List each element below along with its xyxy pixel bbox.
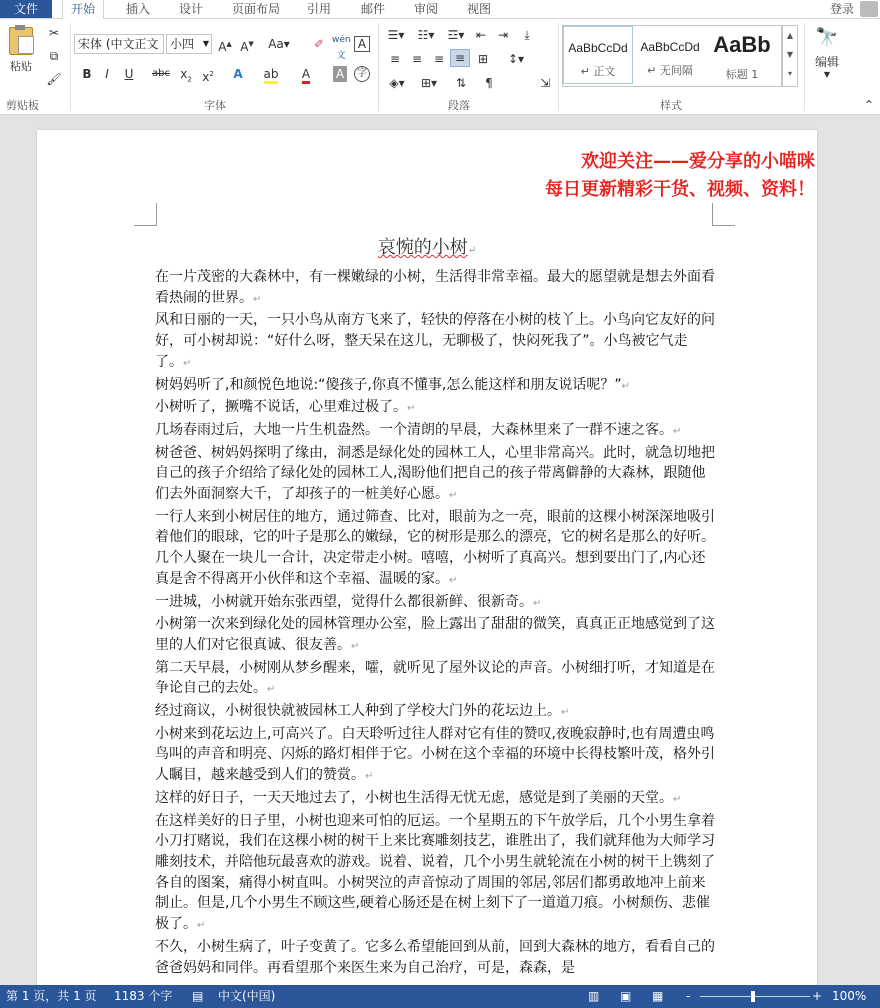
tab-layout[interactable]: 页面布局 [232, 2, 281, 16]
paste-label: 粘贴 [10, 60, 32, 73]
style-sample: AaBb [713, 32, 771, 57]
paragraph [155, 658, 715, 701]
paragraph [155, 811, 715, 937]
styles-gallery [562, 25, 782, 87]
tab-mailings[interactable]: 邮件 [361, 2, 386, 16]
format-painter-icon[interactable]: 🖌 [46, 72, 62, 86]
divider [70, 23, 71, 111]
paragraph-mark: ↵ [621, 380, 630, 392]
paragraph [155, 397, 715, 420]
title-text: 哀惋的小树 [377, 237, 468, 258]
print-layout-icon[interactable]: ▣ [620, 989, 632, 1003]
sort-icon[interactable]: ⇅ [455, 76, 467, 90]
underline-icon[interactable]: U [124, 67, 134, 81]
enclose-char-icon[interactable]: 字 [354, 66, 370, 82]
style-normal[interactable] [563, 26, 633, 84]
read-mode-icon[interactable]: ▥ [588, 989, 600, 1003]
tab-view[interactable]: 视图 [467, 2, 492, 16]
paragraph-text: 第二天早晨，小树刚从梦乡醒来，嚯，就听见了屋外议论的声音。小树细打听，才知道是在争论自己的去处。 [155, 659, 715, 697]
paragraph-text: 小树第一次来到绿化处的园林管理办公室，脸上露出了甜甜的微笑，真真正正地感觉到了这里的人们对它很真诚、很友善。 [155, 616, 715, 653]
paragraph [155, 788, 715, 811]
paragraph-mark: ↵ [267, 684, 276, 696]
zoom-out-button[interactable]: - [686, 989, 691, 1003]
shrink-font-icon[interactable]: A▼ [240, 40, 254, 54]
paragraph [155, 443, 715, 507]
style-sample: AaBbCcDd [568, 41, 628, 55]
styles-group-label: 样式 [660, 99, 682, 112]
multilevel-list-icon[interactable]: ☲▾ [447, 28, 465, 42]
zoom-slider[interactable] [700, 996, 810, 997]
paragraph-mark: ↵ [673, 425, 682, 437]
paragraph-mark: ↵ [365, 771, 374, 783]
paragraph [155, 267, 715, 310]
tab-review[interactable]: 审阅 [414, 2, 439, 16]
show-marks-icon[interactable]: ¶ [485, 76, 493, 90]
status-bar [0, 985, 880, 1008]
clipboard-group-label: 剪贴板 [6, 99, 39, 112]
paragraph-text: 经过商议，小树很快就被园林工人种到了学校大门外的花坛边上。 [155, 703, 561, 720]
chevron-up-icon[interactable]: ▲ [786, 31, 794, 40]
margin-corner-mark [712, 203, 735, 226]
paragraph-group-label: 段落 [448, 99, 470, 112]
binoculars-icon: 🔭 [815, 27, 839, 48]
bullets-icon[interactable]: ☰▾ [387, 28, 405, 42]
document-area [0, 115, 880, 985]
tab-design[interactable]: 设计 [179, 2, 204, 16]
web-layout-icon[interactable]: ▦ [652, 989, 664, 1003]
paragraph-text: 树爸爸、树妈妈探明了缘由，洞悉是绿化处的园林工人，心里非常高兴。此时，就急切地把自己的孩子介绍给了绿化处的园林工人,渴盼他们把自己的孩子带离僻静的大森林，跟随他们去外面洞察大千，了却孩子的一桩美好心愿。 [155, 444, 715, 503]
paragraph-text: 小树来到花坛边上,可高兴了。白天聆听过往人群对它有佳的赞叹,夜晚寂静时,也有周遭虫鸣鸟叫的声音和明亮、闪烁的路灯相伴于它。小树在这个幸福的环境中长得枝繁叶茂，格外引人瞩目，越来越受到人们的赞赏。 [155, 725, 715, 784]
login-link[interactable]: 登录 [829, 2, 854, 16]
superscript-icon[interactable]: $x^2$ [202, 70, 214, 84]
ribbon [0, 19, 880, 115]
paragraph-mark: ↵ [197, 920, 206, 932]
paragraph-text: 一行人来到小树居住的地方，通过筛查、比对，眼前为之一亮，眼前的这棵小树深深地吸引着他们的眼球，它的叶子是那么的嫩绿，它的树形是那么的漂亮，它的树名是那么的好听。几个人聚在一块儿一合计，决定带走小树。嘻嘻，小树听了真高兴。想到要出门了,内心还真是舍不得离开小伙伴和这个幸福、温暖的家。 [155, 508, 715, 587]
justify-icon[interactable]: ≡ [450, 49, 470, 67]
distributed-icon[interactable]: ⊞ [477, 52, 489, 66]
paragraph-text: 在一片茂密的大森林中，有一棵嫩绿的小树，生活得非常幸福。最大的愿望就是想去外面看看热闹的世界。 [155, 269, 715, 306]
chevron-down-icon[interactable]: ▼ [786, 50, 794, 59]
strikethrough-icon[interactable]: abc [152, 68, 170, 79]
paragraph-mark: ↵ [673, 793, 682, 805]
zoom-level[interactable]: 100% [832, 989, 867, 1003]
divider [378, 23, 379, 111]
chevron-down-icon: ▼ [823, 70, 831, 79]
chevron-down-icon: ▼ [202, 39, 209, 48]
paragraph-mark: ↵ [407, 403, 416, 415]
paragraph-mark: ↵ [449, 490, 458, 502]
align-left-icon[interactable]: ≡ [389, 52, 401, 66]
styles-scroll[interactable] [782, 25, 798, 87]
paragraph [155, 375, 715, 398]
paragraph-mark: ↵ [253, 293, 262, 305]
paragraph-mark: ↵ [183, 357, 192, 369]
style-name: ↵ 正文 [580, 65, 616, 78]
document-title[interactable] [37, 233, 817, 259]
word-count[interactable]: 1183 个字 [114, 989, 173, 1003]
tab-file[interactable]: 文件 [0, 0, 52, 18]
avatar[interactable] [860, 1, 878, 17]
tab-home[interactable]: 开始 [62, 0, 104, 20]
language-indicator[interactable]: 中文(中国) [218, 989, 276, 1003]
style-name: 标题 1 [725, 68, 759, 81]
more-styles-icon[interactable]: ▾ [787, 69, 792, 78]
page-count[interactable]: 第 1 页，共 1 页 [6, 989, 97, 1003]
style-name: ↵ 无间隔 [647, 64, 693, 77]
asian-typography-icon[interactable]: ⇲ [539, 76, 551, 90]
paragraph-text: 在这样美好的日子里，小树也迎来可怕的厄运。一个星期五的下午放学后，几个小男生拿着小刀打赌说，我们在这棵小树的树干上来比赛雕刻技艺，谁胜出了，我们就拜他为大师学习雕刻技术，并陪他玩最喜欢的游戏。说着、说着，几个小男生就轮流在小树的树干上镌刻了各自的图案，痛得小树直叫。小树哭泣的声音惊动了周围的邻居,邻居们都勇敢地冲上前来制止。但是,几个小男生不顾这些,硬着心肠还是在树上刻下了一道道刀痕。小树颓伤、悲催极了。 [155, 812, 715, 933]
grow-font-icon[interactable]: A▲ [218, 40, 232, 54]
font-size-value: 小四 [170, 37, 195, 51]
zoom-slider-thumb[interactable] [751, 991, 755, 1002]
line-spacing-icon[interactable]: ↕▾ [507, 52, 525, 66]
style-heading-1[interactable] [707, 26, 777, 84]
paragraph-text: 几场春雨过后，大地一片生机盎然。一个清朗的早晨，大森林里来了一群不速之客。 [155, 421, 673, 438]
paragraph-text: 树妈妈听了,和颜悦色地说:“傻孩子,你真不懂事,怎么能这样和朋友说话呢？” [155, 376, 622, 393]
promo-line-2: 每日更新精彩干货、视频、资料！ [545, 179, 815, 200]
paragraph-text: 风和日丽的一天，一只小鸟从南方飞来了，轻快的停落在小树的枝丫上。小鸟向它友好的问好，可小树却说：“好什么呀，整天呆在这儿，无聊极了，快闷死我了”。小鸟被它气走了。 [155, 312, 715, 370]
cut-icon[interactable]: ✂ [48, 26, 60, 40]
numbering-icon[interactable]: ☷▾ [417, 28, 435, 42]
phonetic-guide-icon[interactable]: wén 文 [332, 35, 351, 61]
ribbon-tab-bar [0, 0, 880, 19]
paragraph [155, 310, 715, 374]
paragraph-mark: ↵ [467, 245, 477, 256]
font-name-value: 宋体 (中文正文 [78, 37, 159, 51]
tab-insert[interactable]: 插入 [126, 2, 151, 16]
paragraph [155, 507, 715, 592]
document-body[interactable] [155, 267, 715, 978]
font-name-select[interactable] [74, 34, 164, 54]
chinese-layout-icon[interactable]: ⤓ [524, 28, 530, 42]
document-page[interactable] [37, 130, 817, 985]
copy-icon[interactable]: ⧉ [49, 49, 59, 63]
promo-banner [545, 148, 815, 204]
divider [558, 23, 559, 111]
paragraph [155, 937, 715, 978]
text-effects-icon[interactable]: A [233, 67, 243, 81]
paragraph-mark: ↵ [533, 597, 542, 609]
paragraph-text: 小树听了，撅嘴不说话，心里难过极了。 [155, 399, 407, 416]
change-case-icon[interactable]: Aa▾ [268, 37, 290, 51]
font-group-label: 字体 [204, 99, 226, 112]
italic-icon[interactable]: I [105, 67, 109, 81]
margin-corner-mark [134, 203, 157, 226]
proofing-icon[interactable]: ▤ [192, 989, 204, 1003]
char-shading-icon[interactable]: A [333, 66, 347, 82]
paragraph [155, 614, 715, 657]
clipboard-icon [9, 27, 33, 55]
paste-button[interactable] [6, 27, 36, 74]
paragraph-mark: ↵ [449, 574, 458, 586]
paragraph [155, 420, 715, 443]
shading-icon[interactable]: ◈▾ [389, 76, 405, 90]
subscript-icon[interactable]: $x_2$ [180, 67, 192, 84]
highlight-icon[interactable]: ab [262, 66, 280, 82]
paragraph-text: 一进城，小树就开始东张西望，觉得什么都很新鲜、很新奇。 [155, 593, 533, 610]
bold-icon[interactable]: B [82, 67, 92, 81]
paragraph-mark: ↵ [561, 707, 570, 719]
increase-indent-icon[interactable]: ⇥ [497, 28, 509, 42]
paragraph [155, 592, 715, 615]
paragraph [155, 701, 715, 724]
align-right-icon[interactable]: ≡ [433, 52, 445, 66]
style-no-spacing[interactable] [635, 26, 705, 84]
zoom-in-button[interactable]: + [812, 989, 823, 1003]
paragraph-mark: ↵ [351, 640, 360, 652]
font-size-select[interactable] [166, 34, 212, 54]
char-border-icon[interactable]: A [354, 36, 370, 52]
borders-icon[interactable]: ⊞▾ [420, 76, 438, 90]
align-center-icon[interactable]: ≡ [411, 52, 423, 66]
paragraph-text: 不久，小树生病了，叶子变黄了。它多么希望能回到从前，回到大森林的地方，看看自己的爸爸妈妈和同伴。再看望那个来医生来为自己治疗，可是，森森，是 [155, 938, 715, 976]
divider [804, 23, 805, 111]
editing-label: 编辑 [814, 55, 839, 69]
style-sample: AaBbCcDd [640, 40, 700, 54]
collapse-ribbon-icon[interactable]: ⌃ [863, 98, 875, 112]
clear-format-icon[interactable]: ✐ [313, 37, 325, 51]
paragraph [155, 724, 715, 788]
editing-button[interactable] [810, 27, 844, 79]
decrease-indent-icon[interactable]: ⇤ [475, 28, 487, 42]
tab-references[interactable]: 引用 [307, 2, 332, 16]
paragraph-text: 这样的好日子，一天天地过去了，小树也生活得无忧无虑，感觉是到了美丽的天堂。 [155, 789, 673, 806]
font-color-icon[interactable]: A [297, 66, 315, 82]
promo-line-1: 欢迎关注——爱分享的小喵咪 [581, 151, 815, 172]
